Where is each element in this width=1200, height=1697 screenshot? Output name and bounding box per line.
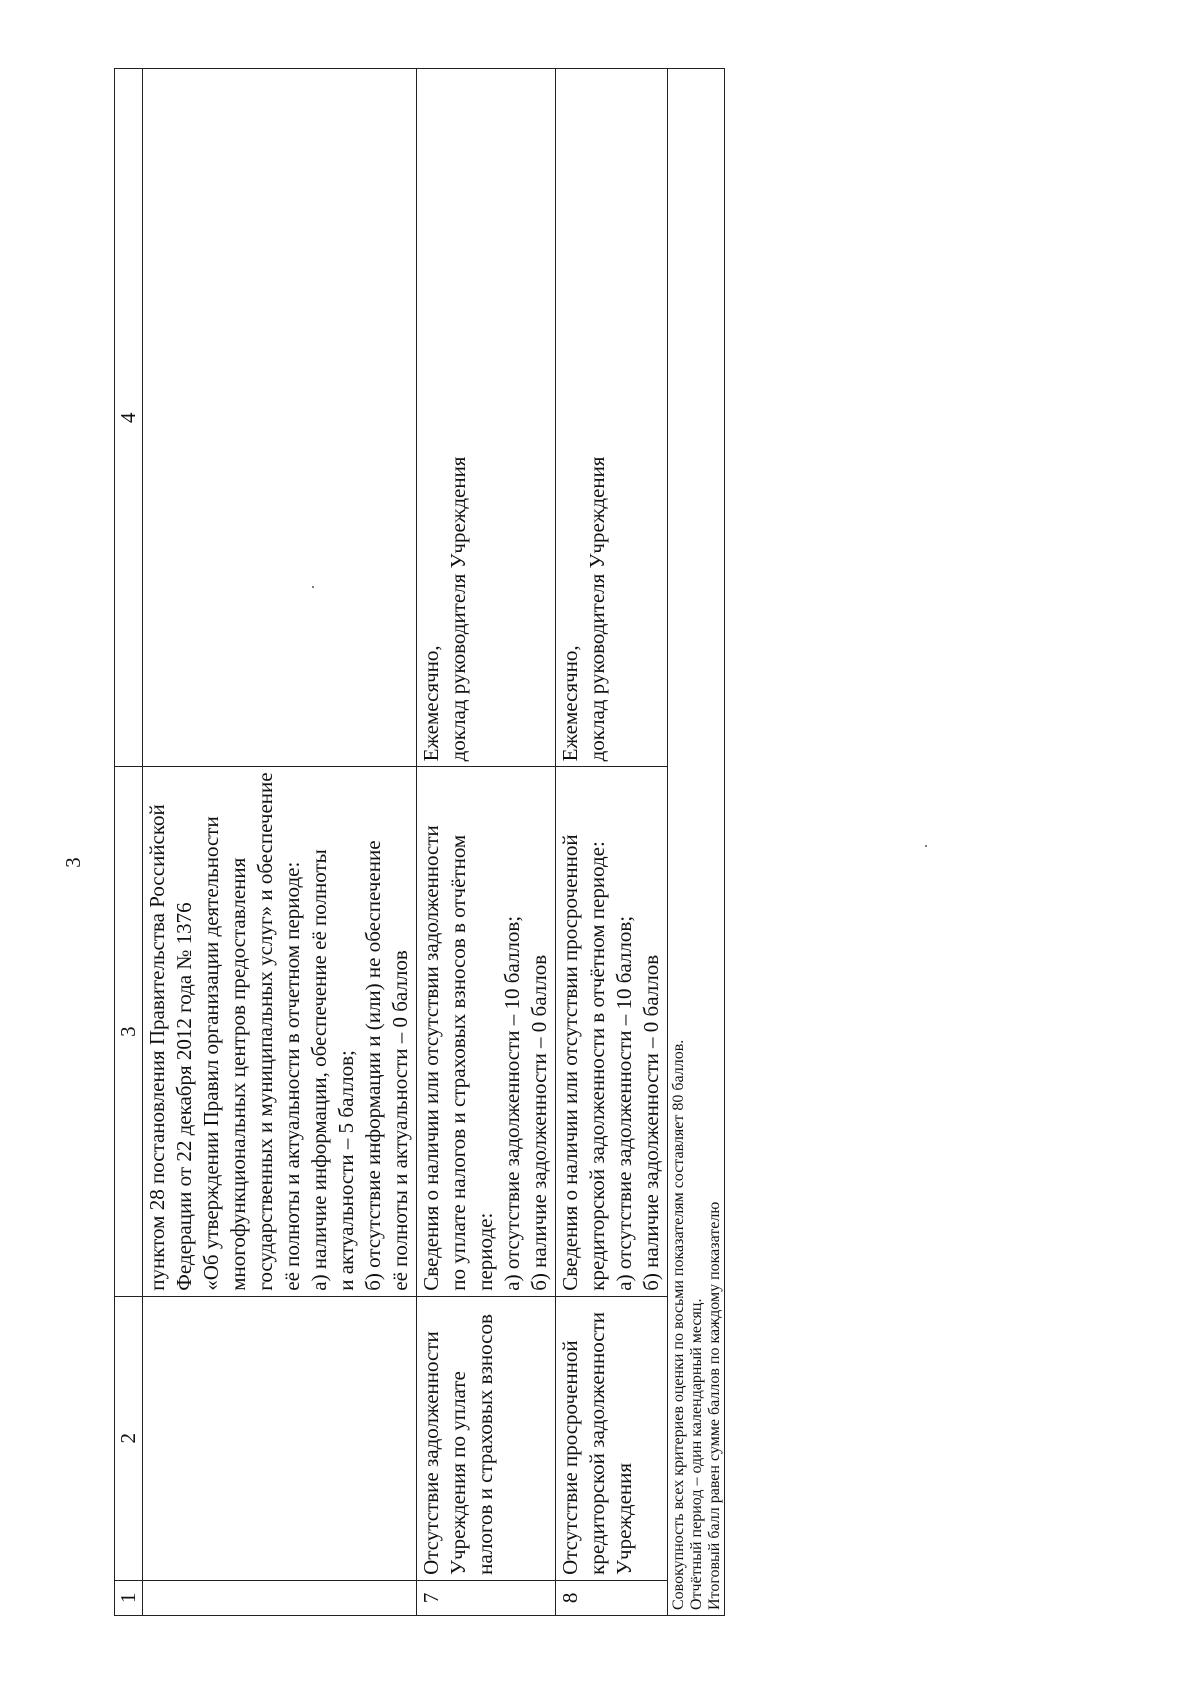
header-col-3: 3: [115, 767, 143, 1296]
cell-line: Федерации от 22 декабря 2012 года № 1376: [172, 902, 196, 1291]
cell-line: государственных и муниципальных услуг» и обеспечение: [253, 772, 277, 1291]
cell-source: [417, 69, 556, 767]
cell-line: Сведения о наличии или отсутствии задолженности: [419, 825, 443, 1291]
scan-speck: [312, 586, 314, 588]
page-number: 3: [60, 857, 85, 868]
cell-criteria: [556, 767, 668, 1296]
cell-line: Учреждения: [612, 1462, 636, 1575]
cell-indicator: [143, 1296, 417, 1580]
cell-num: 7: [417, 1580, 556, 1615]
cell-line: налогов и страховых взносов: [473, 1314, 497, 1575]
cell-line: Ежемесячно,: [558, 645, 582, 762]
header-col-1: 1: [115, 1580, 143, 1615]
table-row-continued: [143, 69, 417, 1616]
cell-source: [143, 69, 417, 767]
table-row: [417, 69, 556, 1616]
header-col-4: 4: [115, 69, 143, 767]
cell-line: б) наличие задолженности – 0 баллов: [639, 954, 663, 1291]
cell-line: по уплате налогов и страховых взносов в отчётном: [446, 834, 470, 1291]
header-col-2: 2: [115, 1296, 143, 1580]
cell-line: «Об утверждении Правил организации деятельности: [199, 816, 223, 1291]
cell-line: б) наличие задолженности – 0 баллов: [527, 954, 551, 1291]
summary-note: [668, 68, 725, 1616]
cell-source: [556, 69, 668, 767]
cell-line: а) отсутствие задолженности – 10 баллов;: [612, 915, 636, 1291]
summary-line: Совокупность всех критериев оценки по восьми показателям составляет 80 баллов.: [670, 1039, 687, 1610]
cell-line: Учреждения по уплате: [446, 1371, 470, 1575]
summary-line: Отчётный период – один календарный месяц.: [688, 1298, 705, 1610]
cell-line: кредиторской задолженности: [585, 1312, 609, 1575]
cell-criteria: [143, 767, 417, 1296]
summary-line: Итоговый балл равен сумме баллов по каждому показателю: [706, 1201, 723, 1610]
cell-line: Отсутствие просроченной: [558, 1340, 582, 1575]
cell-line: её полноты и актуальности в отчетном периоде:: [280, 861, 304, 1291]
cell-line: доклад руководителя Учреждения: [585, 456, 609, 762]
criteria-table: [114, 68, 668, 1616]
cell-indicator: [556, 1296, 668, 1580]
cell-line: б) отсутствие информации и (или) не обеспечение: [361, 840, 385, 1291]
cell-indicator: [417, 1296, 556, 1580]
cell-line: кредиторской задолженности в отчётном периоде:: [585, 841, 609, 1291]
cell-line: а) отсутствие задолженности – 10 баллов;: [500, 915, 524, 1291]
cell-criteria: [417, 767, 556, 1296]
cell-num: [143, 1580, 417, 1615]
table-header-row: [115, 69, 143, 1616]
cell-line: Отсутствие задолженности: [419, 1331, 443, 1575]
cell-line: Ежемесячно,: [419, 645, 443, 762]
cell-line: доклад руководителя Учреждения: [446, 456, 470, 762]
cell-line: а) наличие информации, обеспечение её полноты: [307, 849, 331, 1291]
table-row: [556, 69, 668, 1616]
scan-speck: [925, 845, 927, 847]
cell-line: Сведения о наличии или отсутствии просроченной: [558, 834, 582, 1291]
cell-num: 8: [556, 1580, 668, 1615]
rotated-page-content: [114, 68, 774, 1616]
cell-line: многофункциональных центров предоставления: [226, 857, 250, 1291]
cell-line: пунктом 28 постановления Правительства Российской: [145, 804, 169, 1291]
cell-line: периоде:: [473, 1212, 497, 1291]
cell-line: её полноты и актуальности – 0 баллов: [388, 950, 412, 1291]
cell-line: и актуальности – 5 баллов;: [334, 1050, 358, 1291]
